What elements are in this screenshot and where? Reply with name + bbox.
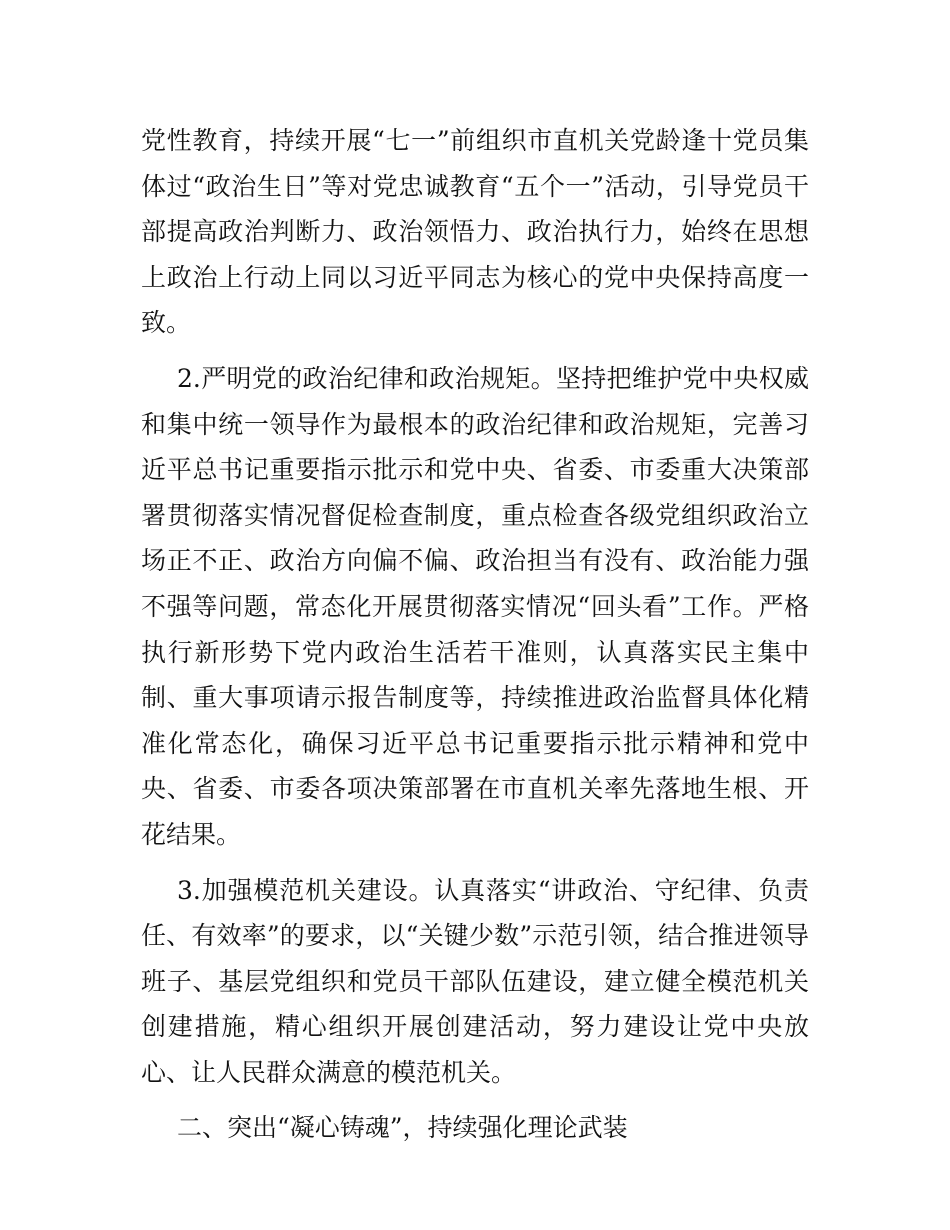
section-heading: 二、突出“凝心铸魂”，持续强化理论武装 [177, 1113, 628, 1143]
paragraph-political-discipline: 2.严明党的政治纪律和政治规矩。坚持把维护党中央权威和集中统一领导作为最根本的政治纪律和政治规矩，完善习近平总书记重要指示批示和党中央、省委、市委重大决策部署贯彻落实情况督促检查制度，重点检查各级党组织政治立场正不正、政治方向偏不偏、政治担当有没有、政治能力强不强等问题，常态化开展贯彻落实情况“回头看”工作。严格执行新形势下党内政治生活若干准则，认真落实民主集中制、重大事项请示报告制度等，持续推进政治监督具体化精准化常态化，确保习近平总书记重要指示批示精神和党中央、省委、市委各项决策部署在市直机关率先落地生根、开花结果。 [141, 363, 809, 849]
document-body [141, 118, 809, 1161]
paragraph-model-organ-construction: 3.加强模范机关建设。认真落实“讲政治、守纪律、负责任、有效率”的要求，以“关键少数”示范引领，结合推进领导班子、基层党组织和党员干部队伍建设，建立健全模范机关创建措施，精心组织开展创建活动，努力建设让党中央放心、让人民群众满意的模范机关。 [141, 875, 809, 1087]
paragraph-party-spirit-education: 党性教育，持续开展“七一”前组织市直机关党龄逢十党员集体过“政治生日”等对党忠诚教育“五个一”活动，引导党员干部提高政治判断力、政治领悟力、政治执行力，始终在思想上政治上行动上同以习近平同志为核心的党中央保持高度一致。 [141, 126, 809, 338]
